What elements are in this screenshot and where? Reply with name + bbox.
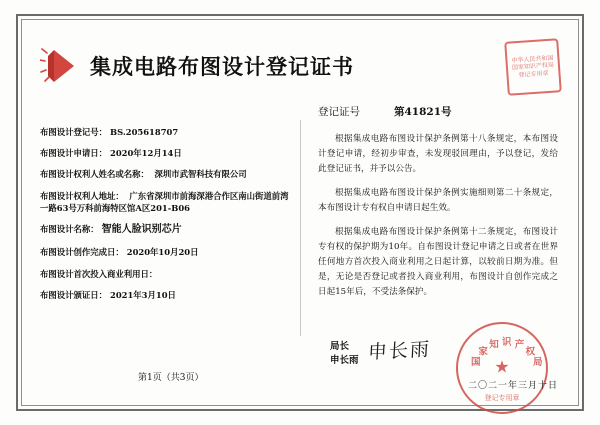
field-row: [40, 223, 292, 238]
field-label: 布图设计登记号：: [40, 127, 107, 137]
document-header: [40, 46, 354, 86]
field-label: 布图设计名称：: [40, 223, 99, 234]
field-row: [40, 246, 292, 258]
field-label: 布图设计权利人地址：: [40, 190, 124, 201]
paragraph: 根据集成电路布图设计保护条例第十八条规定，本布图设计登记申请，经初步审查，未发现驳回理由，予以登记，发给此登记证书，并予以公告。: [318, 134, 558, 175]
field-value: 深圳市武智科技有限公司: [154, 169, 247, 180]
paragraph: 根据集成电路布图设计保护条例第十二条规定，布图设计专有权的保护期为10年。自布图设计登记申请之日或者在世界任何地方首次投入商业利用之日起计算，以较前日期为准。但是，无论是否登记或者投入商业利用，布图设计自创作完成之日起15年后，不受法条保护。: [318, 227, 558, 298]
field-row: [40, 147, 292, 159]
signature-title: 局长: [330, 341, 350, 352]
registration-label: 登记证号: [318, 106, 360, 118]
red-flame-logo-icon: [40, 46, 82, 86]
signature-name: 申长雨: [330, 355, 359, 367]
official-round-seal: ★ 国 家 知 识 产 权 局 登记专用章: [456, 322, 548, 414]
field-label: 布图设计申请日：: [40, 148, 107, 159]
corner-ornament-top-right: [568, 14, 584, 30]
field-label: 布图设计权利人姓名或名称：: [40, 169, 149, 180]
field-value: 2021年3月10日: [110, 289, 176, 300]
field-row: [40, 126, 292, 138]
corner-ornament-bottom-right: [568, 395, 584, 411]
field-value: 2020年10月20日: [126, 247, 199, 258]
status-badge-top-seal: 中华人民共和国 国家知识产权局 登记专用章: [504, 38, 562, 96]
star-icon: ★: [494, 357, 510, 378]
handwritten-signature: 申长雨: [367, 338, 432, 364]
field-value: BS.205618707: [110, 127, 179, 137]
field-label: 布图设计首次投入商业利用日：: [40, 268, 158, 279]
corner-ornament-top-left: [16, 14, 32, 30]
field-row: [40, 190, 292, 214]
registration-line: [318, 104, 452, 119]
issue-date: 二〇二一年三月十日: [467, 381, 558, 391]
seal-bottom-text: 登记专用章: [484, 394, 520, 402]
signature-block: [330, 340, 359, 369]
field-label: 布图设计颁证日：: [40, 289, 107, 300]
column-divider: [300, 120, 301, 336]
page-title: 集成电路布图设计登记证书: [90, 54, 354, 79]
field-value: [160, 268, 292, 280]
field-value: 广东省深圳市前海深港合作区南山街道前湾一路63号万科前海特区馆A区201-B06: [40, 190, 289, 213]
field-row: [40, 168, 292, 180]
registration-number: 第41821号: [394, 106, 452, 118]
field-value: 智能人脸识别芯片: [101, 223, 182, 235]
field-label: 布图设计创作完成日：: [40, 247, 124, 258]
page-number: 第1页（共3页）: [138, 373, 204, 383]
fields-list: [40, 126, 292, 310]
corner-ornament-bottom-left: [16, 395, 32, 411]
legal-text-block: [318, 132, 558, 309]
paragraph: 根据集成电路布图设计保护条例实施细则第二十条规定，本布图设计专有权自申请日起生效。: [318, 188, 558, 214]
field-row: [40, 289, 292, 301]
field-row: [40, 268, 292, 280]
field-value: 2020年12月14日: [110, 148, 182, 159]
